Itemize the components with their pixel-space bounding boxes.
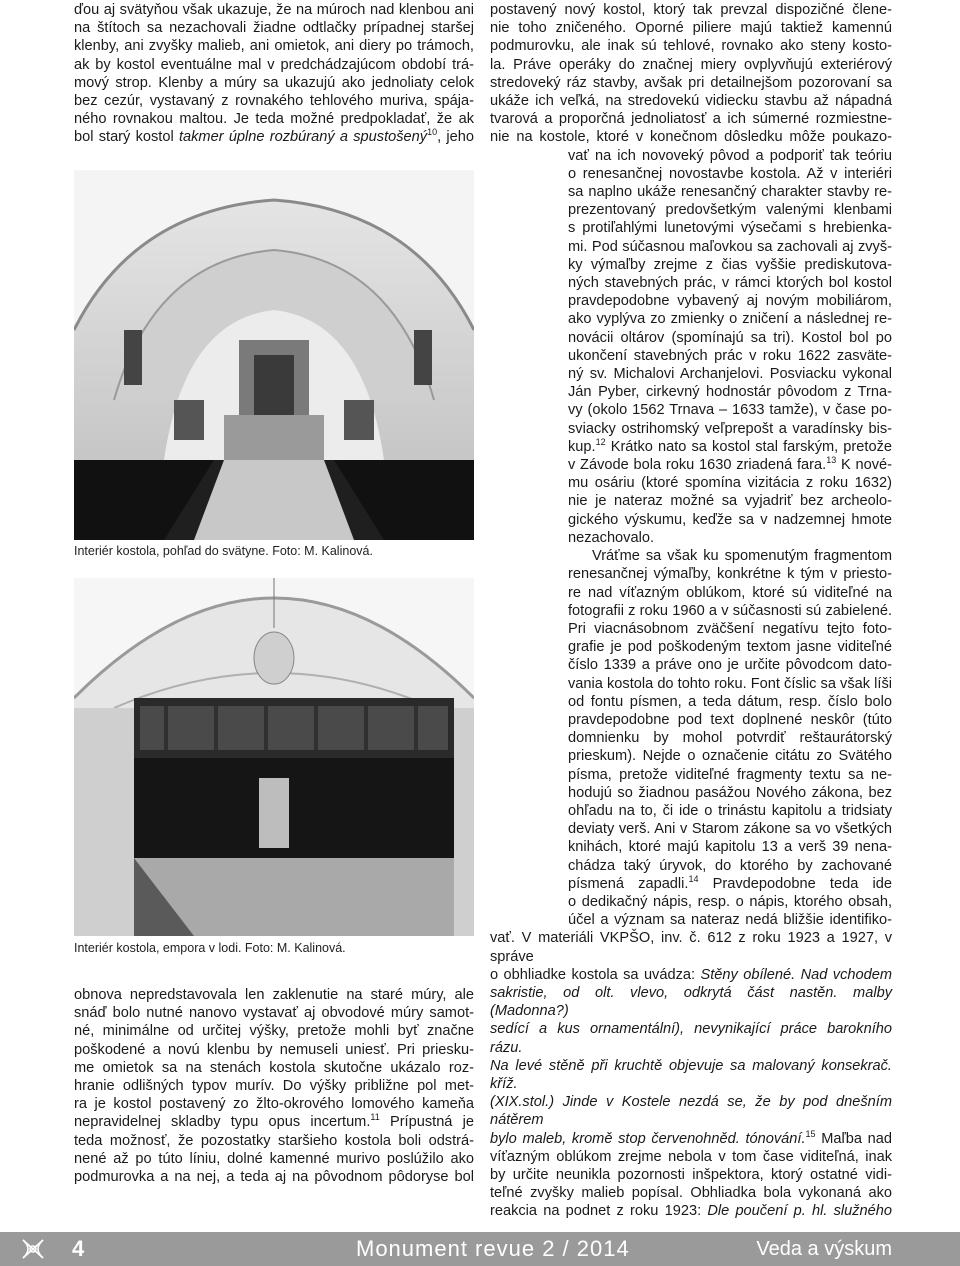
text-line — [74, 128, 474, 146]
caption-photo-sanctuary: Interiér kostola, pohľad do svätyne. Foto: M. Kalinová. — [74, 544, 373, 558]
text-line: by určite neunikla pozornosti inšpektora, ktorý ostatné vidi- — [490, 1167, 892, 1183]
text-line: Ján Pyber, cirkevný hodnostár pôvodom z Trna- — [568, 384, 892, 401]
text-line: grafie je pod poškodeným textom jasne viditeľné — [568, 639, 892, 656]
text-line: novácii oltárov (spomínajú sa tri). Kostol bol po — [568, 329, 892, 346]
text-line: fotografii z roku 1960 a v súčasnosti sú zabielené. — [568, 602, 892, 619]
section-name: Veda a výskum — [756, 1238, 892, 1260]
text-line — [490, 438, 892, 456]
photo-sanctuary — [74, 170, 474, 540]
text-run: písmená zapadli. — [568, 875, 689, 892]
text-line: hodujú so žiadnou pasážou Nového zákona, bez — [568, 784, 892, 801]
text-line: ného rovnakou maltou. Je teda možné predpokladať, že ak — [74, 111, 474, 128]
italic-quote: (XIX.stol.) Jinde v Kostele nezdá se, že by pod dnešním nátěrem — [490, 1094, 892, 1129]
text-line: o dedikačný nápis, resp. o nápis, ktorého obsah, — [568, 893, 892, 910]
text-line: nie toho zničeného. Oporné piliere majú taktiež kamennú — [490, 20, 892, 37]
text-line: vať na ich novoveký pôvod a podporiť tak teóriu — [568, 147, 892, 164]
text-line: domnienku by mohol potvrdiť reštaurátorský — [568, 730, 892, 747]
text-line: mi. Pod súčasnou maľovkou sa zachovali aj zvyš- — [568, 238, 892, 255]
organ-loft-photo-image — [74, 578, 474, 936]
left-column-bottom-text — [74, 986, 474, 1186]
text-line: pravdepodobne vybavený aj novým mobiliárom, — [568, 293, 892, 310]
text-run: Pravdepodobne teda ide — [698, 875, 892, 892]
text-line: ukáže ich veľká, na stredovekú vidiecku stavbu až nápadná — [490, 93, 892, 110]
footnote-ref-13: 13 — [826, 455, 837, 466]
footnote-ref-12: 12 — [595, 437, 606, 448]
text-line: podmurovka a na nej, a teda aj na pôvodnom pôdoryse bol — [74, 1169, 474, 1186]
text-line: sa naplno ukáže renesančný charakter stavby re- — [568, 184, 892, 201]
page-number: 4 — [72, 1236, 85, 1261]
text-line: nezachovalo. — [568, 529, 655, 546]
italic-quote: Na levé stěně při kruchtě objevuje sa malovaný konsekrač. kříž. — [490, 1057, 892, 1092]
page-footer — [0, 1232, 960, 1266]
text-run: Prípustná je — [379, 1114, 475, 1131]
text-line: vať. V materiáli VKPŠO, inv. č. 612 z roku 1923 a 1927, v správe — [490, 930, 892, 965]
text-line — [490, 456, 892, 474]
text-line — [490, 1130, 892, 1148]
text-line: od fontu písmen, a teda dátum, resp. číslo bolo — [568, 693, 892, 710]
italic-quote: takmer úplne rozbúraný a spustošený — [178, 129, 428, 146]
text-run: , jeho — [437, 129, 474, 146]
text-run: o obhliadke kostola sa uvádza: — [490, 966, 701, 983]
right-column-text — [490, 1, 892, 1221]
text-line — [490, 1093, 892, 1129]
text-line: chádza taký úryvok, do ktorého by zachované — [568, 857, 892, 874]
photo-organ-loft — [74, 578, 474, 936]
text-line: pravdepodobne pod text doplnené neskôr (túto — [568, 711, 892, 728]
text-line — [490, 1057, 892, 1093]
text-line: nené až po túto líniu, dolné kamenné murivo poslúžilo ako — [74, 1150, 474, 1167]
monument-logo-icon — [20, 1236, 46, 1262]
text-line: sviacky ostrihomský veľprepošt a varadínsky bis- — [568, 420, 892, 437]
text-line: ohľadu na to, či ide o trinástu kapitolu a tridsiaty — [568, 802, 892, 819]
text-line: prezentovaný predovšetkým valenými klenbami — [568, 202, 892, 219]
text-line: knihách, ktoré majú kapitolu 13 a verš 39 nena- — [568, 839, 892, 856]
text-line: poškodené a novú klenbu by nemuseli uniesť. Pri priesku- — [74, 1041, 474, 1058]
text-line: nie je nateraz možné sa vyjadriť bez archeolo- — [568, 493, 892, 510]
text-run: K nové- — [836, 457, 892, 474]
journal-title: Monument revue 2 / 2014 — [356, 1236, 630, 1261]
text-run: reakcia na podnet z roku 1923: — [490, 1203, 708, 1220]
text-line: ných stavebných prác, v rámci ktorých bol kostol — [568, 275, 892, 292]
text-line: gického výskumu, keďže sa v nadzemnej hmote — [568, 511, 892, 528]
footnote-ref-14: 14 — [688, 873, 699, 884]
text-line: Pri viacnásobnom zväčšení negatívu tejto foto- — [568, 620, 892, 637]
text-line — [490, 966, 892, 984]
text-line: s protiľahlými lunetovými výsečami s hrebienka- — [568, 220, 892, 237]
text-run: nepravidelnej skladby typu opus incertum. — [74, 1114, 371, 1131]
text-line: ukončení stavebných prác v roku 1622 zasväte- — [568, 347, 892, 364]
text-line — [490, 984, 892, 1020]
text-line: ako vyplýva zo zmienky o zničení a následnej re- — [568, 311, 892, 328]
text-line: mový strop. Klenby a múry sa ukazujú ako jednoliaty celok — [74, 74, 474, 91]
text-line: ný sv. Michalovi Archanjelovi. Posviacku vykonal — [568, 366, 892, 383]
text-line: re nad víťazným oblúkom, ktoré sú viditeľné na — [568, 584, 892, 601]
text-run: bol starý kostol — [74, 129, 179, 146]
text-line: me omietok sa na stenách kostola skutočne ukázalo roz- — [74, 1059, 474, 1076]
italic-quote: bylo maleb, kromě stop červenohněd. tónování. — [490, 1130, 806, 1147]
text-line: teľné zvyšky malieb popísal. Obhliadka bola vykonaná ako — [490, 1185, 892, 1202]
text-line: deviaty verš. Ani v Starom zákone sa vo všetkých — [568, 821, 892, 838]
text-line — [490, 1202, 892, 1220]
text-line: Vráťme sa však ku spomenutým fragmentom — [592, 548, 892, 565]
text-line: číslo 1339 a práve ono je určite pôvodcom dato- — [568, 657, 892, 674]
text-line: podmurovku, ale inak sú tehlové, rovnako ako steny kosto- — [490, 38, 892, 55]
footnote-ref-11: 11 — [370, 1112, 380, 1123]
text-line: hranie odlišných typov murív. Do výšky približne pol met- — [74, 1078, 474, 1095]
text-line — [74, 1113, 474, 1131]
text-line: vania kostola do tohto roku. Font číslic sa však líši — [568, 675, 892, 692]
text-run: kup. — [568, 438, 596, 455]
text-line: bez cezúr, vystavaný z rovnakého tehlového muriva, spája- — [74, 93, 474, 110]
italic-quote: sakristie, od olt. vlevo, odkrytá část nastěn. malby (Madonna?) — [490, 984, 892, 1020]
text-line: snáď bolo nutné nanovo vystavať aj obvodové múry samot- — [74, 1005, 474, 1022]
italic-quote: Stěny obílené. Nad vchodem — [700, 966, 892, 983]
text-line: prieskum). Nejde o označenie citátu zo Svätého — [568, 748, 892, 765]
footnote-ref-15: 15 — [805, 1128, 816, 1139]
text-line: mu osáriu (ktoré spomína vizitácia z roku 1632) — [568, 475, 892, 492]
text-line: ak by kostol eventuálne mal v predchádzajúcom období trá- — [74, 56, 474, 73]
footnote-ref-10: 10 — [427, 127, 438, 138]
text-run: v Závode bola roku 1630 zriadená fara. — [568, 457, 827, 474]
text-line: ra je kostol postavený zo žlto-okrového lomového kameňa — [74, 1096, 474, 1113]
text-line: ky výmaľby zrejme z čias vyššie prediskutova- — [568, 256, 892, 273]
text-line: písma, pretože viditeľné fragmenty textu sa ne- — [568, 766, 892, 783]
text-line: la. Práve operáky do značnej miery ovplyvňujú exteriérový — [490, 56, 892, 73]
text-line: teda možnosť, že pozostatky staršieho kostola boli odstrá- — [74, 1132, 474, 1149]
text-line: vy (okolo 1562 Trnava – 1633 tamže), v čase po- — [568, 402, 892, 419]
sanctuary-photo-image — [74, 170, 474, 540]
caption-photo-organ-loft: Interiér kostola, empora v lodi. Foto: M. Kalinová. — [74, 941, 346, 955]
text-line: renesančnej výmaľby, konkrétne k tým v priesto- — [568, 566, 892, 583]
italic-quote: Dle poučení p. hl. služného — [707, 1203, 892, 1220]
text-line: postavený nový kostol, ktorý tak prevzal dispozičné člene- — [490, 2, 892, 18]
text-run: Krátko nato sa kostol stal farským, pretože — [605, 438, 892, 455]
text-line: klenby, ani zvyšky malieb, ani omietok, ani diery po trámoch, — [74, 38, 474, 55]
left-column-top-text — [74, 1, 474, 147]
text-line: tvarová a proporčná jednoliatosť a ich súmerné rozmiestne- — [490, 111, 892, 128]
text-line: obnova nepredstavovala len zaklenutie na staré múry, ale — [74, 987, 474, 1003]
text-line: o renesančnej novostavbe kostola. Až v interiéri — [568, 165, 892, 182]
text-line — [490, 1020, 892, 1056]
text-line: stredoveký ráz stavby, avšak pri detailnejšom pozorovaní sa — [490, 74, 892, 91]
text-run: Maľba nad — [815, 1130, 892, 1147]
text-line: nie na kostole, ktoré v konečnom dôsledku môže poukazo- — [490, 129, 892, 146]
italic-quote: sedící a kus ornamentální), nevynikající práce barokního rázu. — [490, 1021, 892, 1056]
text-line: víťazným oblúkom zrejme nebola v tom čase viditeľná, inak — [490, 1148, 892, 1165]
text-line: ďou aj svätyňou však ukazuje, že na múroch nad klenbou ani — [74, 2, 474, 18]
text-line — [490, 875, 892, 893]
text-line: na štítoch sa nezachovali žiadne odtlačky prípadnej staršej — [74, 20, 474, 37]
text-line: né, minimálne od určitej výšky, pretože mohli byť značne — [74, 1023, 474, 1040]
text-line: účel a význam sa nateraz nedá bližšie identifiko- — [568, 912, 892, 929]
